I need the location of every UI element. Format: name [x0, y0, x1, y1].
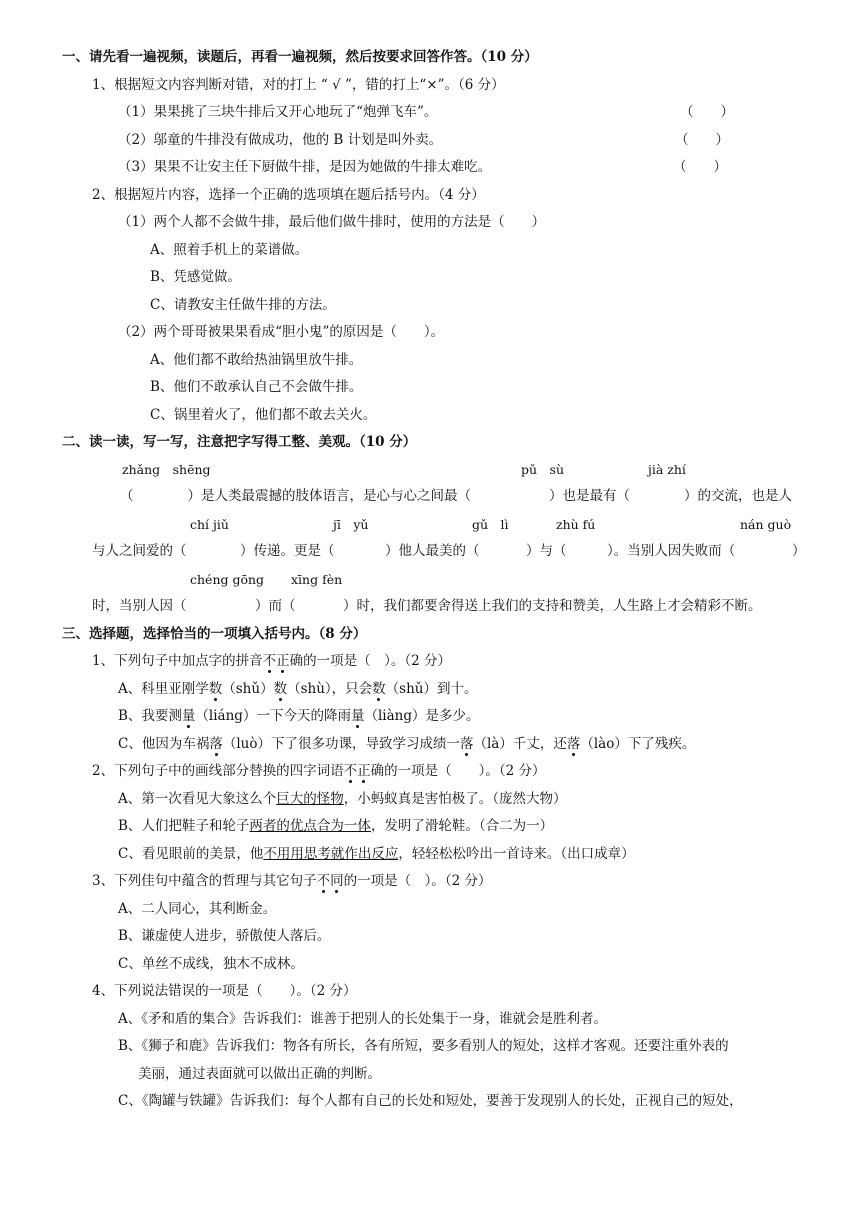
option: A、第一次看见大象这么个巨大的怪物，小蚂蚁真是害怕极了。（庞然大物）	[118, 791, 567, 807]
option: C、他因为车祸落（luò）下了很多功课，导致学习成绩一落（là）千丈，还落（lào）下了残疾。	[118, 736, 696, 752]
question-3-2: 2、下列句子中的画线部分替换的四字词语不正确的一项是（ ）。（2 分）	[92, 763, 546, 779]
option: B、凭感觉做。	[150, 269, 241, 285]
pinyin: gǔ lì	[472, 517, 509, 532]
option: A、他们都不敢给热油锅里放牛排。	[150, 352, 363, 368]
option: B、他们不敢承认自己不会做牛排。	[150, 379, 363, 395]
question-3-4: 4、下列说法错误的一项是（ ）。（2 分）	[92, 983, 357, 999]
fill-text: 时，当别人因（	[92, 598, 187, 614]
dotted-char: 不	[262, 653, 277, 669]
answer-blank[interactable]: （ ）	[673, 159, 727, 175]
pinyin: jià zhí	[648, 462, 686, 477]
dotted-char: 正	[357, 763, 371, 779]
fill-text: ）时，我们都要舍得送上我们的支持和赞美，人生路上才会精彩不断。	[343, 598, 762, 614]
fill-text: ）也是最有（	[549, 488, 630, 504]
fill-text: ）与（	[526, 543, 567, 559]
question-3-1: 1、下列句子中加点字的拼音不正确的一项是（ ）。（2 分）	[92, 653, 451, 669]
sub-question: （1）两个人都不会做牛排，最后他们做牛排时，使用的方法是（ ）	[118, 214, 546, 230]
dotted-char: 不	[343, 763, 358, 779]
option: B、我要测量（liáng）一下今天的降雨量（liàng）是多少。	[118, 708, 480, 724]
fill-text: ）传递。更是（	[240, 543, 335, 559]
section-2-heading: 二、读一读，写一写，注意把字写得工整、美观。（10 分）	[62, 434, 417, 450]
underlined-phrase: 巨大的怪物	[276, 791, 344, 807]
section-1-heading: 一、请先看一遍视频，读题后，再看一遍视频，然后按要求回答作答。（10 分）	[62, 49, 538, 65]
pinyin: zhǎng shēng	[122, 462, 211, 477]
option: A、二人同心，其利断金。	[118, 901, 277, 917]
fill-text: ）。当别人因失败而（	[607, 543, 736, 559]
section-3-heading: 三、选择题，选择恰当的一项填入括号内。（8 分）	[62, 626, 367, 642]
pinyin: chí jiǔ	[190, 517, 229, 532]
question-1-2: 2、根据短片内容，选择一个正确的选项填在题后括号内。（4 分）	[92, 187, 485, 203]
question-1-1: 1、根据短文内容判断对错，对的打上 “ √ ”，错的打上“×”。（6 分）	[92, 77, 505, 93]
option: C、锅里着火了，他们都不敢去关火。	[150, 407, 377, 423]
dotted-char: 同	[330, 873, 344, 889]
option: C、请教安主任做牛排的方法。	[150, 297, 336, 313]
option: B、《狮子和鹿》告诉我们：物各有所长，各有所短，要多看别人的短处，这样才客观。还要注重外表的	[118, 1038, 729, 1054]
option: C、单丝不成线，独木不成林。	[118, 956, 304, 972]
pinyin: zhù fú	[556, 517, 596, 532]
option: C、看见眼前的美景，他不用用思考就作出反应，轻轻松松吟出一首诗来。（出口成章）	[118, 846, 635, 862]
option: A、《矛和盾的集合》告诉我们：谁善于把别人的长处集于一身，谁就会是胜利者。	[118, 1011, 607, 1027]
pinyin: pǔ sù	[521, 462, 565, 477]
option-continued: 美丽，通过表面就可以做出正确的判断。	[138, 1066, 381, 1082]
judgment-item: （1）果果挑了三块牛排后又开心地玩了“炮弹飞车”。	[118, 104, 438, 120]
fill-text: ）	[792, 543, 806, 559]
option: A、照着手机上的菜谱做。	[150, 242, 309, 258]
underlined-phrase: 不用用思考就作出反应	[263, 846, 399, 862]
fill-text: （ ）是人类最震撼的肢体语言，是心与心之间最（	[120, 488, 471, 504]
pinyin: nán guò	[740, 517, 792, 532]
fill-text: 与人之间爱的（	[92, 543, 187, 559]
option: B、人们把鞋子和轮子两者的优点合为一体，发明了滑轮鞋。（合二为一）	[118, 818, 554, 834]
option: C、《陶罐与铁罐》告诉我们：每个人都有自己的长处和短处，要善于发现别人的长处，正视自己的短处，	[118, 1093, 743, 1109]
fill-text: ）而（	[255, 598, 296, 614]
option: B、谦虚使人进步，骄傲使人落后。	[118, 928, 331, 944]
underlined-phrase: 两者的优点合为一体	[249, 818, 371, 834]
fill-text: ）他人最美的（	[385, 543, 480, 559]
fill-text: ）的交流，也是人	[684, 488, 792, 504]
sub-question: （2）两个哥哥被果果看成“胆小鬼”的原因是（ ）。	[118, 324, 445, 340]
pinyin: jī yǔ	[333, 517, 369, 532]
option: A、科里亚刚学数（shǔ）数（shù），只会数（shǔ）到十。	[118, 681, 478, 697]
answer-blank[interactable]: （ ）	[675, 132, 729, 148]
pinyin: xīng fèn	[291, 572, 343, 587]
pinyin: chéng gōng	[190, 572, 265, 587]
dotted-char: 不	[316, 873, 331, 889]
answer-blank[interactable]: （ ）	[680, 104, 734, 120]
question-3-3: 3、下列佳句中蕴含的哲理与其它句子不同的一项是（ ）。（2 分）	[92, 873, 492, 889]
dotted-char: 正	[276, 653, 290, 669]
judgment-item: （3）果果不让安主任下厨做牛排，是因为她做的牛排太难吃。	[118, 159, 492, 175]
judgment-item: （2）邬童的牛排没有做成功，他的 B 计划是叫外卖。	[118, 132, 443, 148]
